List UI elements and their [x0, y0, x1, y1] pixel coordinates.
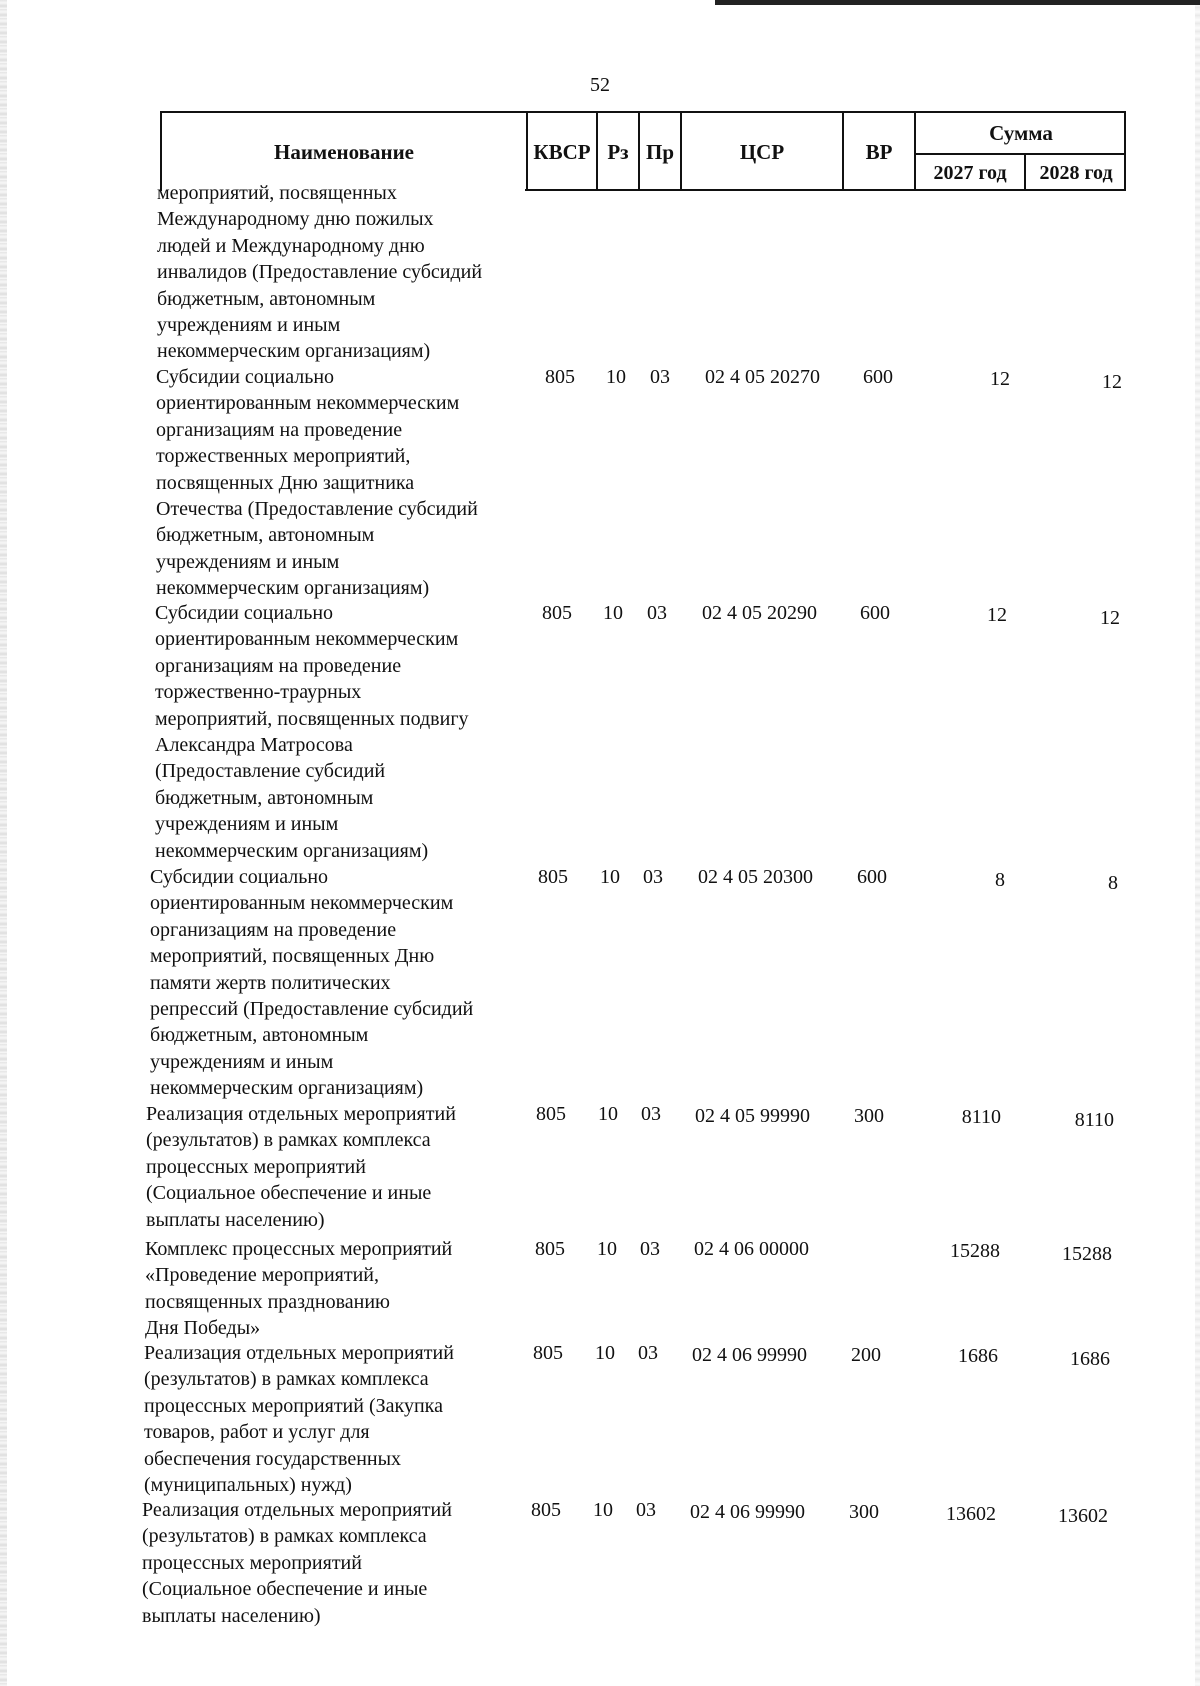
- row-kvsr: 805: [542, 602, 572, 624]
- header-sum: Сумма: [989, 120, 1053, 145]
- header-pr: Пр: [645, 139, 674, 164]
- scan-edge-left: [0, 0, 7, 1686]
- row-vr: 600: [857, 866, 887, 888]
- row-sum-2028: 8: [1108, 872, 1118, 894]
- header-csr: ЦСР: [739, 139, 785, 164]
- row-sum-2027: 13602: [946, 1503, 996, 1525]
- row-rz: 10: [598, 1103, 618, 1125]
- row-csr: 02 4 06 00000: [694, 1238, 809, 1260]
- row-name: Субсидии социально ориентированным некоммерческим организациям на проведение торжественно-траурных мероприятий, посвященных подвигу Александра Матросова (Предоставление субсидий бюджетным, автономным учреждениям и иным некоммерческим организациям): [155, 602, 469, 862]
- row-sum-2028: 13602: [1058, 1505, 1108, 1527]
- row-vr: 600: [860, 602, 890, 624]
- row-rz: 10: [595, 1342, 615, 1364]
- row-sum-2028: 15288: [1062, 1243, 1112, 1265]
- table-header: [160, 111, 1126, 191]
- row-sum-2027: 1686: [958, 1345, 998, 1367]
- row-rz: 10: [593, 1499, 613, 1521]
- row-rz: 10: [600, 866, 620, 888]
- row-rz: 10: [606, 366, 626, 388]
- row-sum-2027: 8: [995, 869, 1005, 891]
- header-vr: ВР: [865, 139, 893, 164]
- header-bottom-line: [525, 189, 1126, 191]
- header-year-2027: 2027 год: [933, 161, 1007, 184]
- header-kvsr: КВСР: [533, 139, 591, 164]
- header-rz: Рз: [607, 139, 629, 164]
- row-sum-2028: 8110: [1074, 1109, 1114, 1131]
- row-vr: 600: [863, 366, 893, 388]
- row-kvsr: 805: [545, 366, 575, 388]
- row-sum-2027: 8110: [961, 1106, 1001, 1128]
- row-pr: 03: [640, 1238, 660, 1260]
- row-pr: 03: [647, 602, 667, 624]
- row-kvsr: 805: [535, 1238, 565, 1260]
- scan-edge-top: [715, 0, 1200, 5]
- row-name: Субсидии социально ориентированным некоммерческим организациям на проведение торжественных мероприятий, посвященных Дню защитника Отечества (Предоставление субсидий бюджетным, автономным учреждениям и иным некоммерческим организациям): [156, 366, 478, 600]
- row-pr: 03: [643, 866, 663, 888]
- row-sum-2028: 12: [1100, 607, 1120, 629]
- row-pr: 03: [638, 1342, 658, 1364]
- row-sum-2028: 12: [1102, 371, 1122, 393]
- header-name: Наименование: [274, 139, 414, 164]
- row-pr: 03: [636, 1499, 656, 1521]
- row-name: Реализация отдельных мероприятий (результатов) в рамках комплекса процессных мероприятий (Социальное обеспечение и иные выплаты населению): [146, 1103, 456, 1231]
- row-csr: 02 4 05 20300: [698, 866, 813, 888]
- row-sum-2027: 12: [987, 604, 1007, 626]
- row-pr: 03: [650, 366, 670, 388]
- row-csr: 02 4 05 99990: [695, 1105, 810, 1127]
- row-csr: 02 4 06 99990: [692, 1344, 807, 1366]
- row-kvsr: 805: [533, 1342, 563, 1364]
- row-vr: 300: [849, 1501, 879, 1523]
- row-rz: 10: [597, 1238, 617, 1260]
- row-kvsr: 805: [531, 1499, 561, 1521]
- page-number: 52: [590, 74, 610, 96]
- row-name: Реализация отдельных мероприятий (результатов) в рамках комплекса процессных мероприятий (Социальное обеспечение и иные выплаты населению): [142, 1499, 452, 1627]
- row-name: Реализация отдельных мероприятий (результатов) в рамках комплекса процессных мероприятий (Закупка товаров, работ и услуг для обеспечения государственных (муниципальных) нужд): [144, 1342, 454, 1497]
- row-sum-2027: 15288: [950, 1240, 1000, 1262]
- row-vr: 300: [854, 1105, 884, 1127]
- row-sum-2028: 1686: [1070, 1348, 1110, 1370]
- row-csr: 02 4 06 99990: [690, 1501, 805, 1523]
- row-name: Комплекс процессных мероприятий «Проведение мероприятий, посвященных празднованию Дня Победы»: [145, 1238, 453, 1340]
- row-csr: 02 4 05 20270: [705, 366, 820, 388]
- row-csr: 02 4 05 20290: [702, 602, 817, 624]
- row-name: Субсидии социально ориентированным некоммерческим организациям на проведение мероприятий, посвященных Дню памяти жертв политических репрессий (Предоставление субсидий бюджетным, автономным учреждениям и иным некоммерческим организациям): [150, 866, 474, 1100]
- row-kvsr: 805: [538, 866, 568, 888]
- row-rz: 10: [603, 602, 623, 624]
- row-vr: 200: [851, 1344, 881, 1366]
- row-kvsr: 805: [536, 1103, 566, 1125]
- row-name: мероприятий, посвященных Международному дню пожилых людей и Международному дню инвалидов (Предоставление субсидий бюджетным, автономным учреждениям и иным некоммерческим организациям): [157, 182, 483, 363]
- row-pr: 03: [641, 1103, 661, 1125]
- header-year-2028: 2028 год: [1039, 161, 1113, 184]
- row-sum-2027: 12: [990, 368, 1010, 390]
- scan-edge-right: [1195, 0, 1200, 1686]
